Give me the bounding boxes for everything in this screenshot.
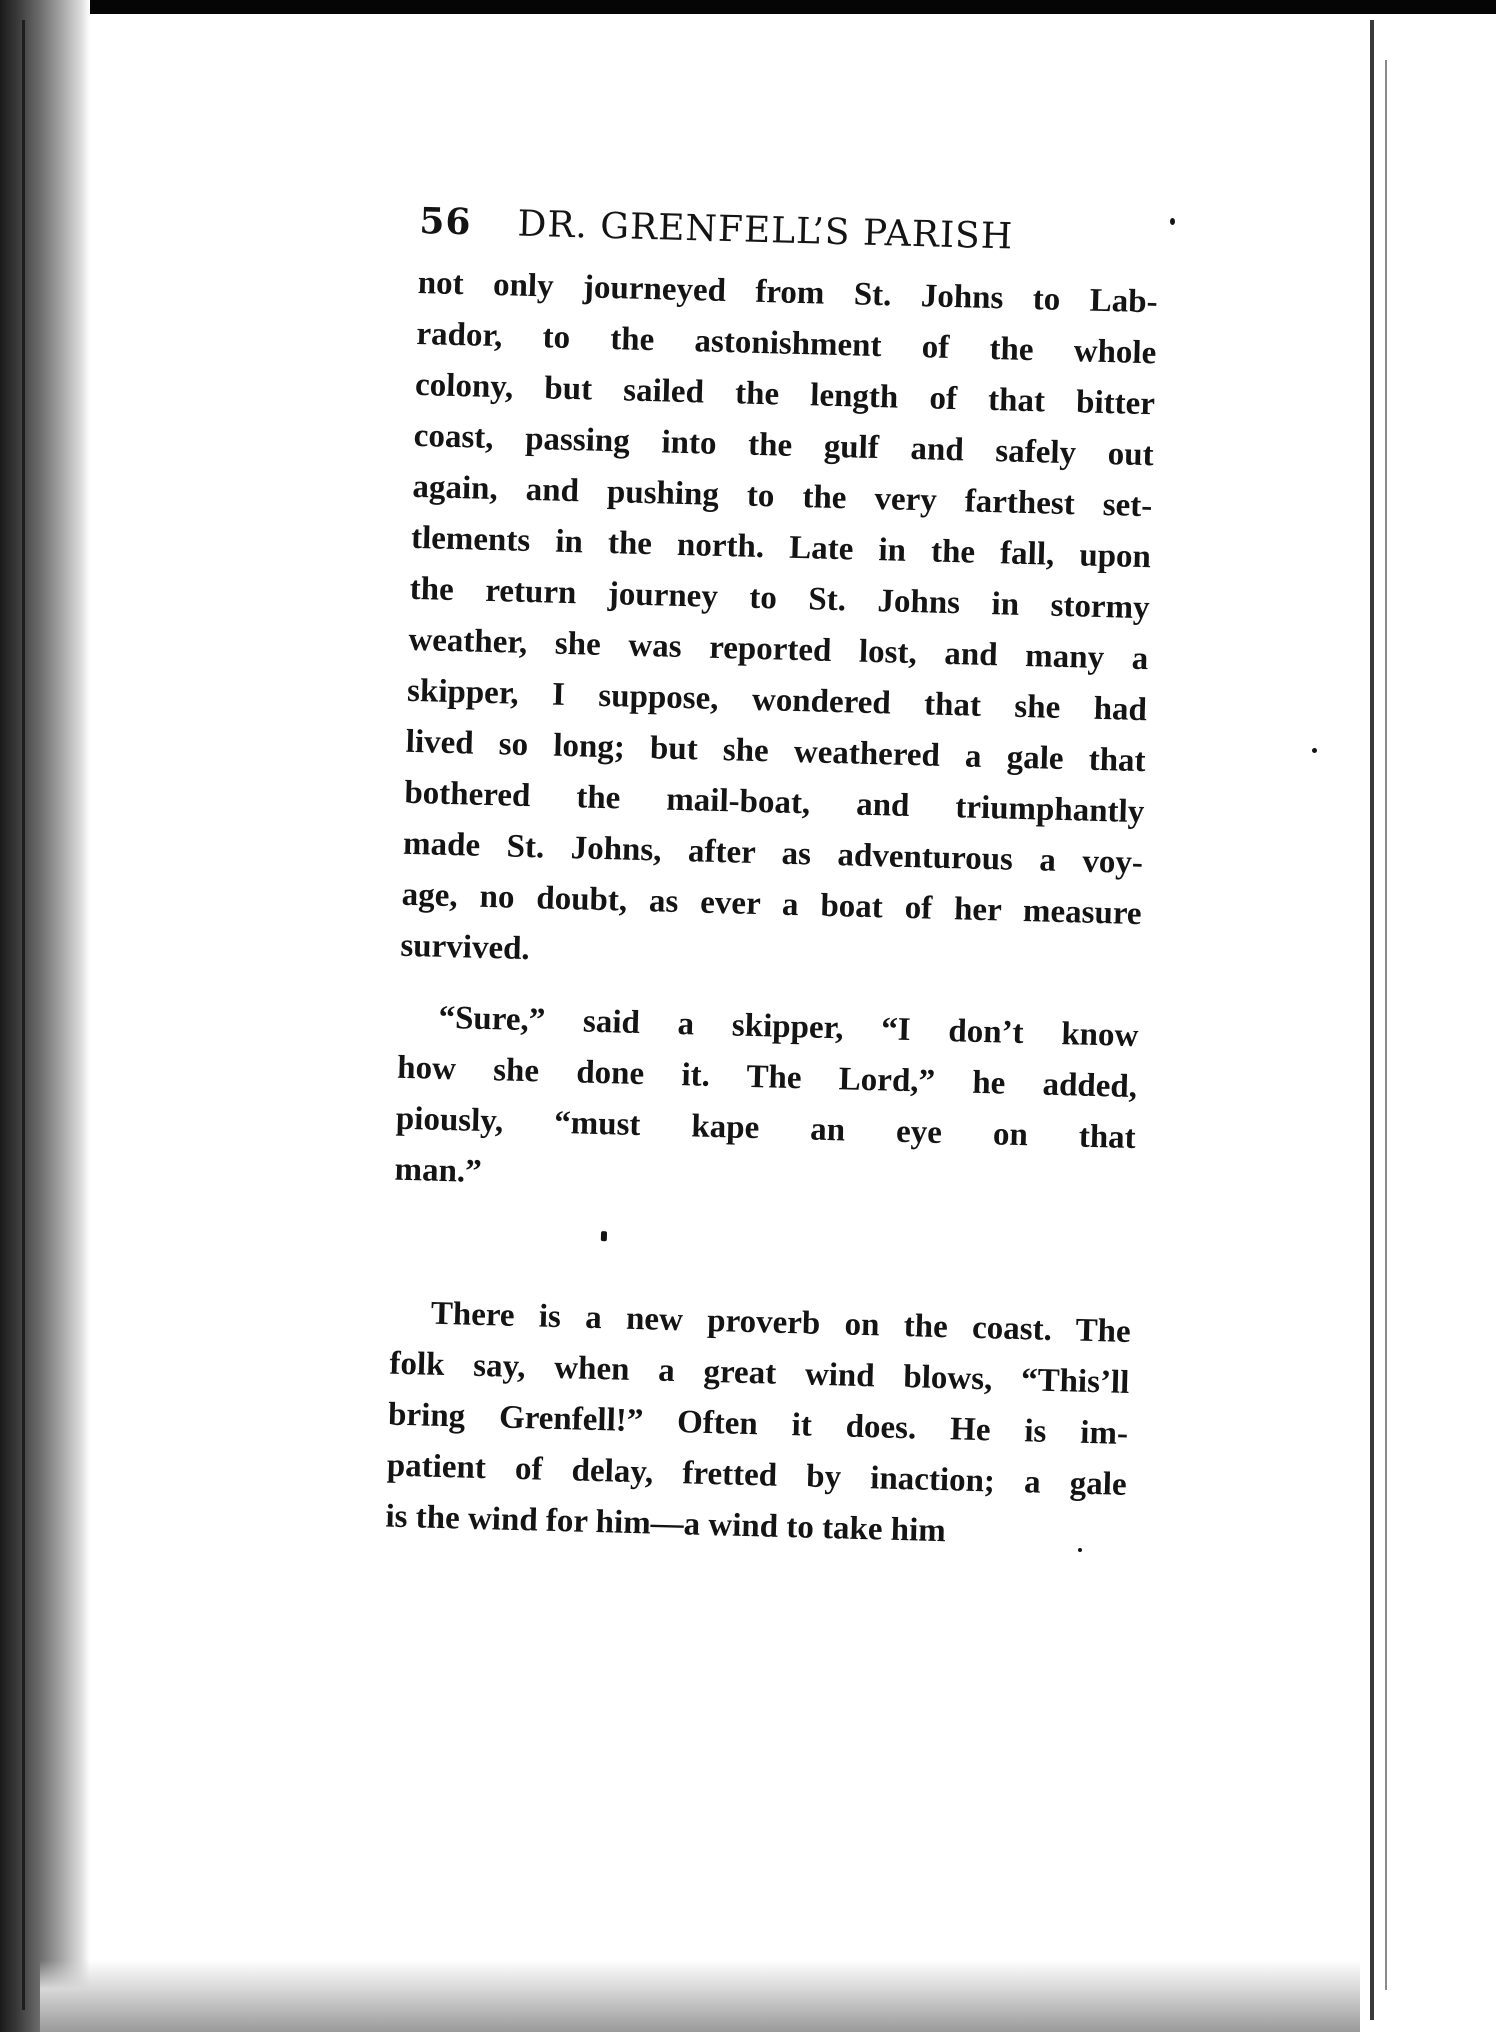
text-line: man.” [394, 1151, 483, 1190]
page-number: 56 [418, 200, 473, 244]
text-line: piously, “must kape an eye on that [395, 1100, 1137, 1157]
text-line: colony, but sailed the length of that bitter [414, 366, 1156, 423]
scan-speck [1312, 748, 1317, 753]
text-line: age, no doubt, as ever a boat of her measure [401, 876, 1143, 933]
book-binding-edge [22, 20, 25, 2010]
text-line: how she done it. The Lord,” he added, [396, 1049, 1138, 1106]
text-line: not only journeyed from St. Johns to Lab- [417, 264, 1159, 321]
text-line: made St. Johns, after as adventurous a voy- [402, 825, 1144, 882]
book-gutter-shadow [0, 0, 90, 2032]
text-line: lived so long; but she weathered a gale that [405, 723, 1147, 780]
paragraph-3 [385, 1288, 1131, 1562]
paragraph-1 [400, 258, 1158, 991]
text-line: again, and pushing to the very farthest set- [412, 468, 1153, 525]
page-bottom-shadow [40, 1960, 1360, 2032]
section-break-mark [601, 1231, 607, 1241]
text-line: weather, she was reported lost, and many a [408, 621, 1149, 678]
text-line: coast, passing into the gulf and safely out [413, 417, 1155, 474]
paragraph-2 [394, 992, 1139, 1215]
text-line: folk say, when a great wind blows, “This’ll [389, 1345, 1130, 1401]
text-line: There is a new proverb on the coast. The [430, 1295, 1132, 1350]
text-line: rador, to the astonishment of the whole [416, 315, 1157, 372]
running-title: DR. GRENFELL’S PARISH [516, 203, 1014, 258]
text-line: skipper, I suppose, wondered that she had [406, 672, 1148, 729]
text-line: bring Grenfell!” Often it does. He is im- [387, 1396, 1129, 1452]
book-page [385, 200, 1160, 1562]
text-line: tlements in the north. Late in the fall, upon [410, 519, 1152, 576]
scan-top-border [0, 0, 1496, 14]
text-line: “Sure,” said a skipper, “I don’t know [438, 999, 1139, 1055]
text-line: is the wind for him—a wind to take him [385, 1498, 947, 1550]
right-page-edge [1370, 20, 1374, 2020]
facing-page-edge [1385, 60, 1387, 1990]
text-line: the return journey to St. Johns in stormy [409, 570, 1151, 627]
facing-page-margin [1375, 14, 1496, 2032]
section-break [392, 1196, 1134, 1307]
scan-speck [1170, 218, 1175, 225]
body-text [385, 258, 1158, 1562]
text-line: patient of delay, fretted by inaction; a gale [386, 1447, 1128, 1503]
text-line: bothered the mail-boat, and triumphantly [404, 774, 1145, 831]
text-line: survived. [400, 927, 531, 968]
